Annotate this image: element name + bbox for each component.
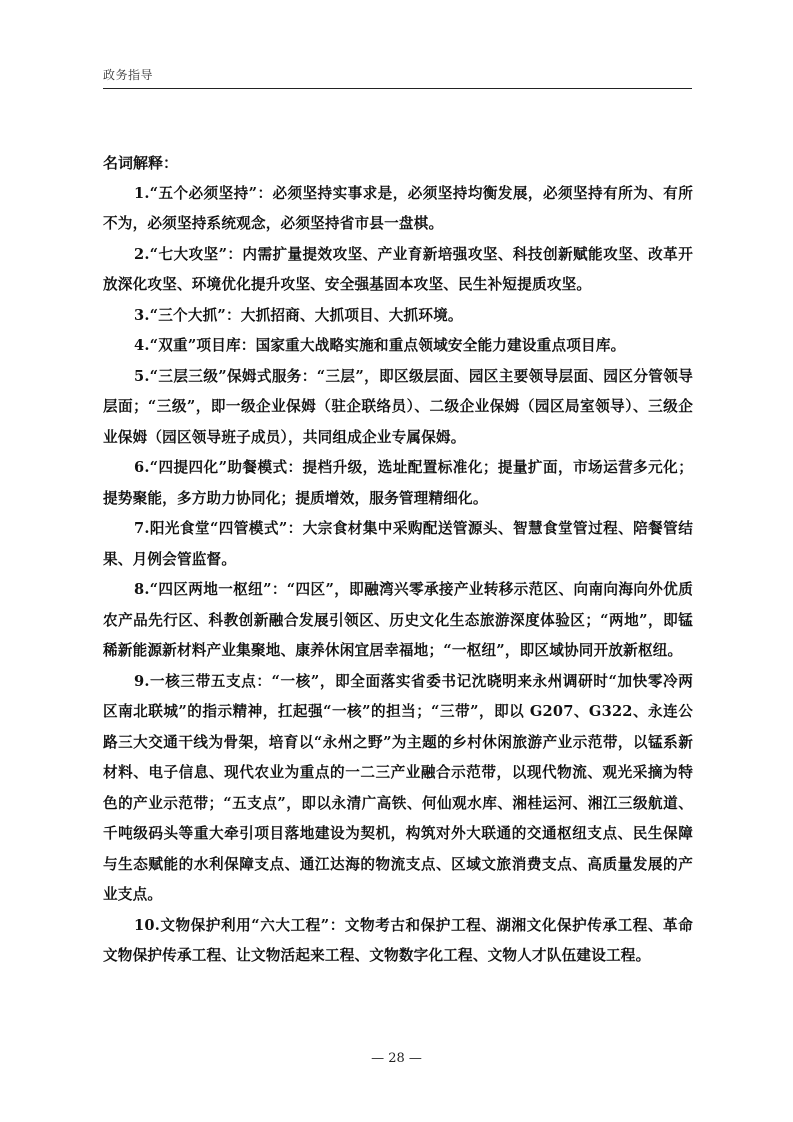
glossary-item: 10.文物保护利用“六大工程”：文物考古和保护工程、湖湘文化保护传承工程、革命文物保护传承工程、让文物活起来工程、文物数字化工程、文物人才队伍建设工程。 bbox=[103, 916, 693, 964]
section-heading: 名词解释： bbox=[103, 154, 179, 172]
glossary-section bbox=[103, 148, 693, 972]
page-header bbox=[103, 64, 692, 89]
page-number: — 28 — bbox=[371, 1051, 422, 1066]
glossary-item: 2.“七大攻坚”：内需扩量提效攻坚、产业育新培强攻坚、科技创新赋能攻坚、改革开放深化攻坚、环境优化提升攻坚、安全强基固本攻坚、民生补短提质攻坚。 bbox=[103, 245, 693, 293]
glossary-item: 1.“五个必须坚持”：必须坚持实事求是，必须坚持均衡发展，必须坚持有所为、有所不为，必须坚持系统观念，必须坚持省市县一盘棋。 bbox=[103, 184, 693, 232]
glossary-item: 4.“双重”项目库：国家重大战略实施和重点领域安全能力建设重点项目库。 bbox=[134, 337, 626, 354]
glossary-item: 8.“四区两地一枢纽”：“四区”，即融湾兴零承接产业转移示范区、向南向海向外优质农产品先行区、科教创新融合发展引领区、历史文化生态旅游深度体验区；“两地”，即锰稀新能源新材料产业集聚地、康养休闲宜居幸福地；“一枢纽”，即区域协同开放新枢纽。 bbox=[103, 581, 693, 659]
glossary-item: 7.阳光食堂“四管模式”：大宗食材集中采购配送管源头、智慧食堂管过程、陪餐管结果、月例会管监督。 bbox=[103, 520, 693, 568]
glossary-item: 9.一核三带五支点：“一核”，即全面落实省委书记沈晓明来永州调研时“加快零冷两区南北联城”的指示精神，扛起强“一核”的担当；“三带”，即以 G207、G322、永连公路三大交通干线为骨架，培育以“永州之野”为主题的乡村休闲旅游产业示范带，以锰系新材料、电子信息、现代农业为重点的一二三产业融合示范带，以现代物流、观光采摘为特色的产业示范带；“五支点”，即以永清广高铁、何仙观水库、湘桂运河、湘江三级航道、千吨级码头等重大牵引项目落地建设为契机，构筑对外大联通的交通枢纽支点、民生保障与生态赋能的水利保障支点、通江达海的物流支点、区域文旅消费支点、高质量发展的产业支点。 bbox=[103, 672, 693, 903]
glossary-item: 3.“三个大抓”：大抓招商、大抓项目、大抓环境。 bbox=[134, 306, 463, 324]
header-title: 政务指导 bbox=[103, 68, 154, 82]
glossary-item: 6.“四提四化”助餐模式：提档升级，选址配置标准化；提量扩面，市场运营多元化；提势聚能，多方助力协同化；提质增效，服务管理精细化。 bbox=[103, 459, 693, 507]
glossary-item: 5.“三层三级”保姆式服务：“三层”，即区级层面、园区主要领导层面、园区分管领导层面；“三级”，即一级企业保姆（驻企联络员）、二级企业保姆（园区局室领导）、三级企业保姆（园区领导班子成员），共同组成企业专属保姆。 bbox=[103, 367, 693, 446]
